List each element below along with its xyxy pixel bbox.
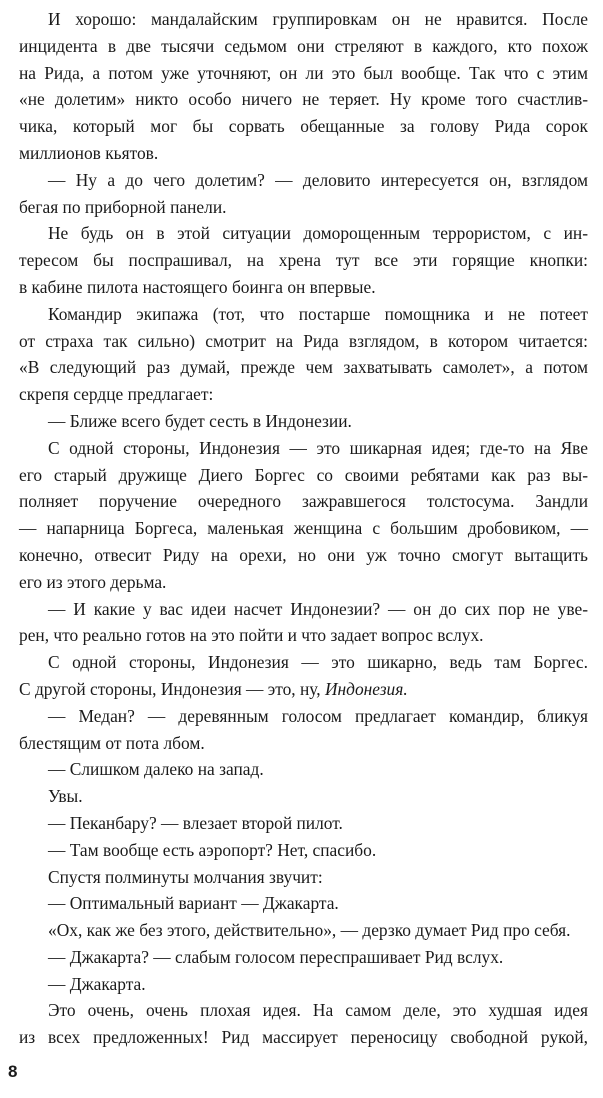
text-line: Командир экипажа (тот, что постарше помощника и не потеет (48, 303, 588, 324)
text-line: в кабине пилота настоящего боинга он впервые. (19, 276, 376, 297)
text-line: — Джакарта. (48, 973, 146, 994)
text-line: — Джакарта? — слабым голосом переспрашивает Рид вслух. (48, 946, 504, 967)
page-text-body (19, 6, 588, 1051)
text-line: бегая по приборной панели. (19, 196, 227, 217)
text-line: — Медан? — деревянным голосом предлагает командир, бликуя (48, 705, 588, 726)
text-line: инцидента в две тысячи седьмом они стреляют в каждого, кто похож (19, 35, 588, 56)
text-line-segment: С другой стороны, Индонезия — это, ну, (19, 678, 325, 699)
text-line: конечно, отвесит Риду на орехи, но они уж точно смогут вытащить (19, 544, 588, 565)
text-line: чика, который мог бы сорвать обещанные за голову Рида сорок (19, 116, 588, 137)
text-line: — Ближе всего будет сесть в Индонезии. (48, 410, 352, 431)
text-line: блестящим от пота лбом. (19, 732, 205, 753)
text-line: — Пеканбару? — влезает второй пилот. (48, 812, 343, 833)
italic-word: Индонезия. (324, 678, 408, 699)
text-line: на Рида, а потом уже уточняют, он ли это был вообще. Так что с этим (19, 62, 588, 83)
text-line: — Оптимальный вариант — Джакарта. (48, 893, 339, 914)
text-line: Спустя полминуты молчания звучит: (48, 866, 323, 887)
text-line: рен, что реально готов на это пойти и что задает вопрос вслух. (19, 625, 484, 646)
text-line: его старый дружище Диего Боргес со своими ребятами как раз вы- (19, 464, 588, 485)
text-line (19, 676, 588, 703)
text-line: — напарница Боргеса, маленькая женщина с большим дробовиком, — (19, 518, 588, 539)
text-line: миллионов кьятов. (19, 142, 159, 163)
text-line: С одной стороны, Индонезия — это шикарно, ведь там Боргес. (48, 652, 588, 673)
text-line: скрепя сердце предлагает: (19, 384, 214, 405)
text-line: — И какие у вас идеи насчет Индонезии? — он до сих пор не уве- (48, 598, 588, 619)
text-line: его из этого дерьма. (19, 571, 167, 592)
text-line: «не долетим» никто особо ничего не теряет. Ну кроме того счастлив- (19, 89, 588, 110)
page-number: 8 (8, 1062, 18, 1081)
text-line: Это очень, очень плохая идея. На самом деле, это худшая идея (48, 1000, 588, 1021)
text-line: И хорошо: мандалайским группировкам он не нравится. После (48, 9, 588, 29)
text-line: полняет поручение очередного зажравшегося толстосума. Зандли (19, 491, 588, 512)
text-line: «Ох, как же без этого, действительно», — дерзко думает Рид про себя. (48, 920, 571, 941)
text-line: Увы. (48, 786, 83, 807)
text-line: из всех предложенных! Рид массирует переносицу свободной рукой, (19, 1027, 588, 1048)
text-line: «В следующий раз думай, прежде чем захватывать самолет», а потом (19, 357, 588, 378)
text-line: — Слишком далеко на запад. (48, 759, 264, 780)
text-line: тересом бы поспрашивал, на хрена тут все эти горящие кнопки: (19, 250, 588, 271)
text-line: от страха так сильно) смотрит на Рида взглядом, в котором читается: (19, 330, 588, 351)
text-line: — Ну а до чего долетим? — деловито интересуется он, взглядом (48, 169, 588, 190)
text-line: С одной стороны, Индонезия — это шикарная идея; где-то на Яве (48, 437, 588, 458)
text-line: — Там вообще есть аэропорт? Нет, спасибо. (48, 839, 377, 860)
text-line: Не будь он в этой ситуации доморощенным террористом, с ин- (48, 223, 588, 244)
